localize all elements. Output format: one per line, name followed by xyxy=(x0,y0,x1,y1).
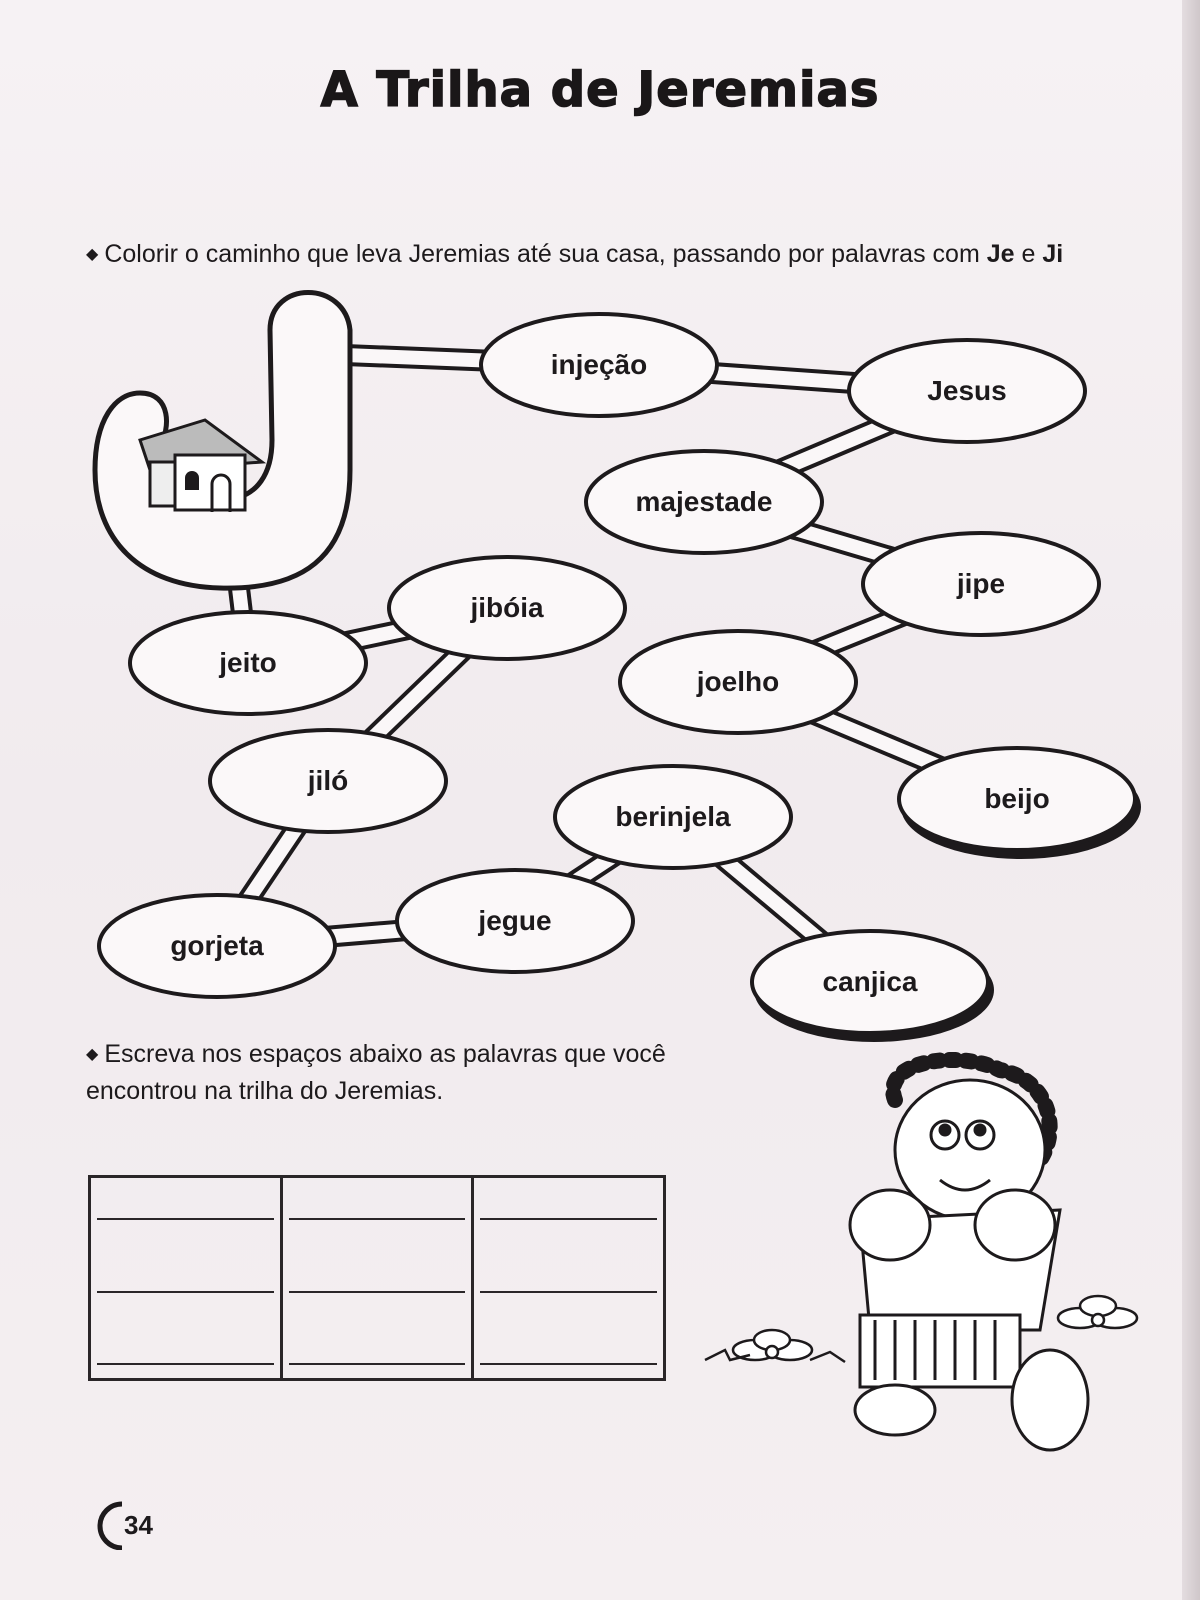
answer-line[interactable] xyxy=(97,1363,274,1365)
answer-column xyxy=(474,1178,663,1378)
answer-line[interactable] xyxy=(480,1218,657,1220)
page-number xyxy=(92,1500,162,1550)
trail-word-label: Jesus xyxy=(927,375,1007,406)
instruction-text: Colorir o caminho que leva Jeremias até sua casa, passando por palavras com xyxy=(104,240,987,268)
answer-column xyxy=(91,1178,283,1378)
answer-line[interactable] xyxy=(480,1291,657,1293)
trail-word-0[interactable] xyxy=(481,314,717,416)
trail-word-label: canjica xyxy=(822,966,918,997)
trail-word-10[interactable] xyxy=(397,870,633,972)
instruction-line-1: Escreva nos espaços abaixo as palavras que você xyxy=(104,1040,666,1068)
instruction-write-words xyxy=(86,1036,666,1110)
answer-column xyxy=(283,1178,475,1378)
trail-word-label: jibóia xyxy=(470,592,544,623)
flower-icon xyxy=(1058,1296,1137,1328)
trail-word-12[interactable] xyxy=(752,931,994,1042)
trail-word-label: majestade xyxy=(635,486,773,517)
instruction-line-2: encontrou na trilha do Jeremias. xyxy=(86,1077,444,1105)
bullet-diamond-icon: ◆ xyxy=(86,1046,99,1063)
boy-illustration xyxy=(850,1060,1088,1450)
trail-word-3[interactable] xyxy=(863,533,1099,635)
trail-word-5[interactable] xyxy=(130,612,366,714)
page-number-text: 34 xyxy=(124,1510,153,1540)
instruction-joiner: e xyxy=(1014,240,1043,268)
bullet-diamond-icon: ◆ xyxy=(86,246,99,263)
answer-line[interactable] xyxy=(289,1363,466,1365)
answer-line[interactable] xyxy=(480,1363,657,1365)
trail-word-label: berinjela xyxy=(615,801,731,832)
answer-line[interactable] xyxy=(289,1291,466,1293)
trail-word-1[interactable] xyxy=(849,340,1085,442)
trail-word-4[interactable] xyxy=(389,557,625,659)
syllable-je: Je xyxy=(986,240,1015,268)
flower-icon xyxy=(705,1330,845,1362)
trail-word-7[interactable] xyxy=(899,748,1141,859)
answer-grid xyxy=(88,1175,666,1381)
answer-line[interactable] xyxy=(289,1218,466,1220)
page-title: A Trilha de Jeremias xyxy=(320,62,880,118)
trail-word-label: jiló xyxy=(307,765,349,796)
trail-word-11[interactable] xyxy=(99,895,335,997)
trail-word-9[interactable] xyxy=(555,766,791,868)
answer-line[interactable] xyxy=(97,1218,274,1220)
trail-word-label: jipe xyxy=(956,568,1006,599)
trail-word-6[interactable] xyxy=(620,631,856,733)
trail-word-8[interactable] xyxy=(210,730,446,832)
syllable-ji: Ji xyxy=(1042,240,1064,268)
trail-word-label: beijo xyxy=(984,783,1050,814)
house-icon xyxy=(140,420,262,512)
answer-line[interactable] xyxy=(97,1291,274,1293)
trail-word-label: jeito xyxy=(219,647,277,678)
trail-word-label: gorjeta xyxy=(170,930,264,961)
trail-word-label: jegue xyxy=(478,905,552,936)
trail-word-2[interactable] xyxy=(586,451,822,553)
trail-word-label: joelho xyxy=(696,666,780,697)
trail-word-label: injeção xyxy=(550,349,648,380)
